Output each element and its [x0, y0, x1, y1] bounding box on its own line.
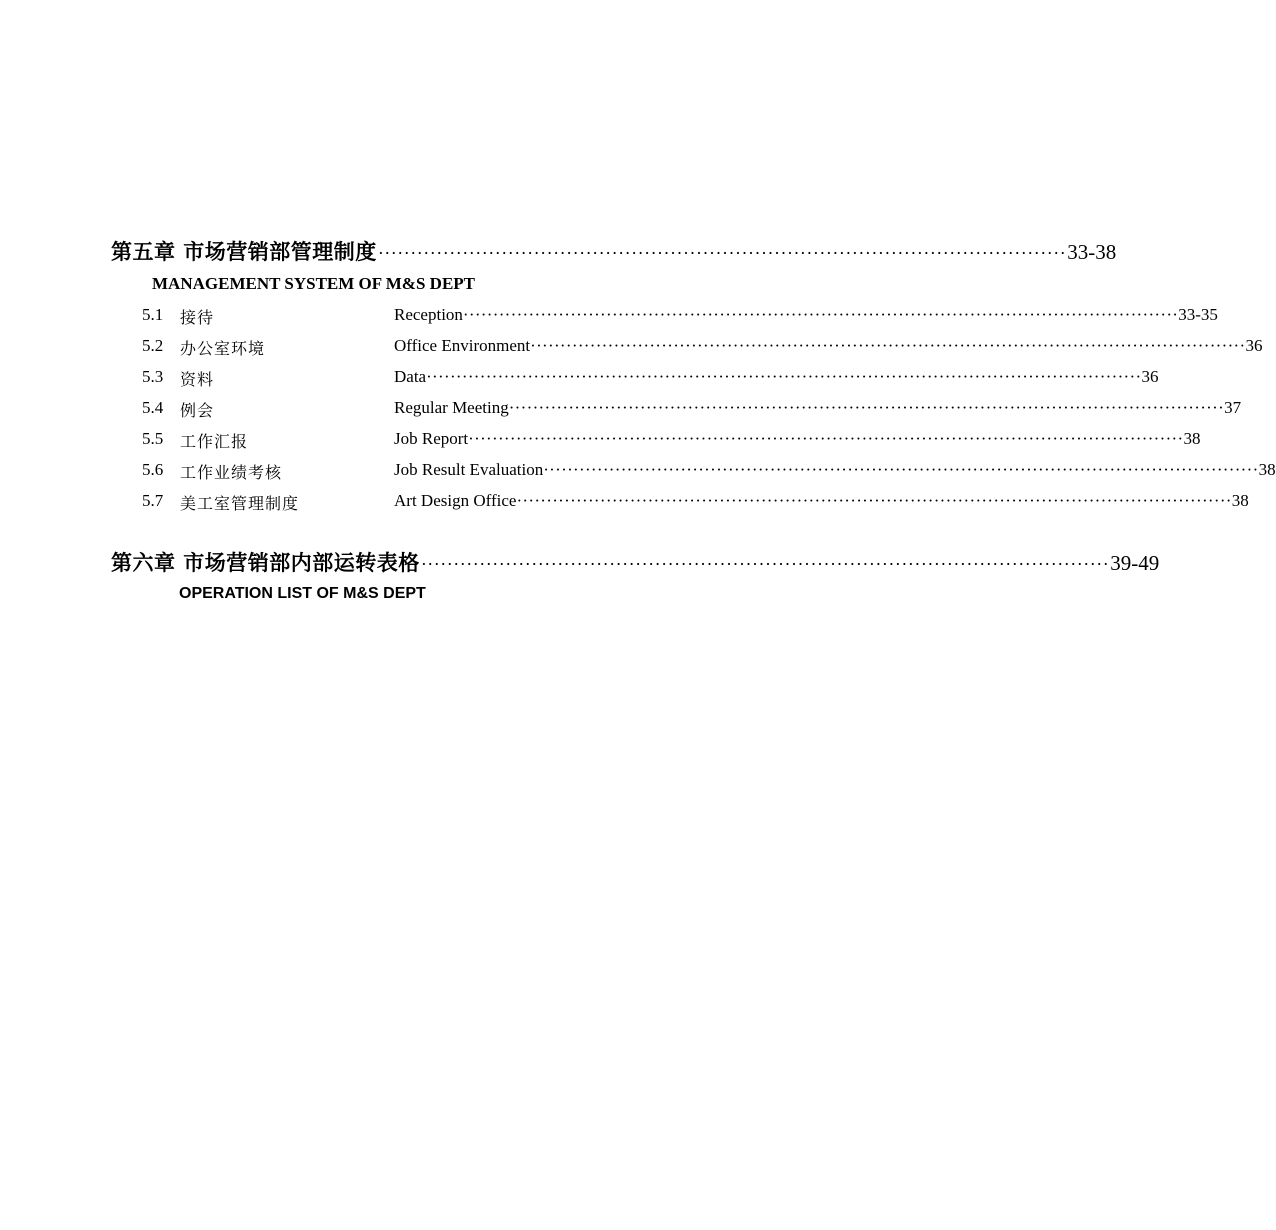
- section-title-cn: 工作业绩考核: [180, 463, 283, 482]
- chapter-5-pages: 33-38: [1067, 240, 1117, 264]
- section-title-en: Job Result Evaluation: [394, 460, 544, 479]
- dot-leader: ························································································································: [462, 305, 1179, 324]
- section-title-en: Reception: [394, 305, 463, 324]
- toc-entry-5-6: [142, 460, 1276, 482]
- section-title-en: Regular Meeting: [394, 398, 509, 417]
- chapter-5-heading: [111, 236, 1117, 266]
- section-number: 5.6: [142, 460, 164, 479]
- chapter-5-subtitle: MANAGEMENT SYSTEM OF M&S DEPT: [152, 274, 476, 293]
- dot-leader: ························································································································: [426, 367, 1142, 386]
- section-number: 5.1: [142, 305, 164, 324]
- section-pages: 36: [1141, 367, 1159, 386]
- section-title-en: Data: [394, 367, 427, 386]
- dot-leader: ··········································································································: [420, 554, 1110, 574]
- section-pages: 38: [1231, 491, 1249, 510]
- section-title-en: Job Report: [394, 429, 469, 448]
- dot-leader: ························································································································: [508, 398, 1225, 417]
- section-number: 5.4: [142, 398, 164, 417]
- toc-entry-5-7: [142, 491, 1249, 513]
- toc-entry-5-5: [142, 429, 1201, 451]
- toc-entry-5-4: [142, 398, 1242, 420]
- section-title-cn: 例会: [180, 401, 215, 420]
- section-title-cn: 资料: [180, 370, 215, 389]
- dot-leader: ··········································································································: [377, 243, 1067, 263]
- section-pages: 38: [1258, 460, 1276, 479]
- section-pages: 37: [1224, 398, 1242, 417]
- chapter-6-subtitle: OPERATION LIST OF M&S DEPT: [179, 585, 426, 602]
- section-number: 5.2: [142, 336, 164, 355]
- toc-entry-5-2: [142, 336, 1263, 358]
- chapter-6-pages: 39-49: [1110, 551, 1160, 575]
- dot-leader: ························································································································: [468, 429, 1184, 448]
- section-title-cn: 工作汇报: [180, 432, 249, 451]
- section-pages: 38: [1183, 429, 1201, 448]
- chapter-6-heading: [111, 547, 1160, 577]
- section-title-en: Art Design Office: [394, 491, 517, 510]
- toc-entry-5-1: [142, 305, 1218, 327]
- section-title-cn: 美工室管理制度: [180, 494, 300, 513]
- section-number: 5.5: [142, 429, 164, 448]
- section-pages: 36: [1245, 336, 1263, 355]
- section-title-cn: 办公室环境: [180, 339, 266, 358]
- dot-leader: ························································································································: [530, 336, 1246, 355]
- toc-entry-5-3: [142, 367, 1159, 389]
- dot-leader: ························································································································: [516, 491, 1232, 510]
- chapter-5-title: 第五章 市场营销部管理制度: [111, 239, 377, 264]
- section-title-en: Office Environment: [394, 336, 531, 355]
- chapter-6-title: 第六章 市场营销部内部运转表格: [111, 550, 420, 575]
- section-number: 5.3: [142, 367, 164, 386]
- section-pages: 33-35: [1178, 305, 1218, 324]
- dot-leader: ························································································································: [543, 460, 1259, 479]
- section-title-cn: 接待: [180, 308, 215, 327]
- section-number: 5.7: [142, 491, 164, 510]
